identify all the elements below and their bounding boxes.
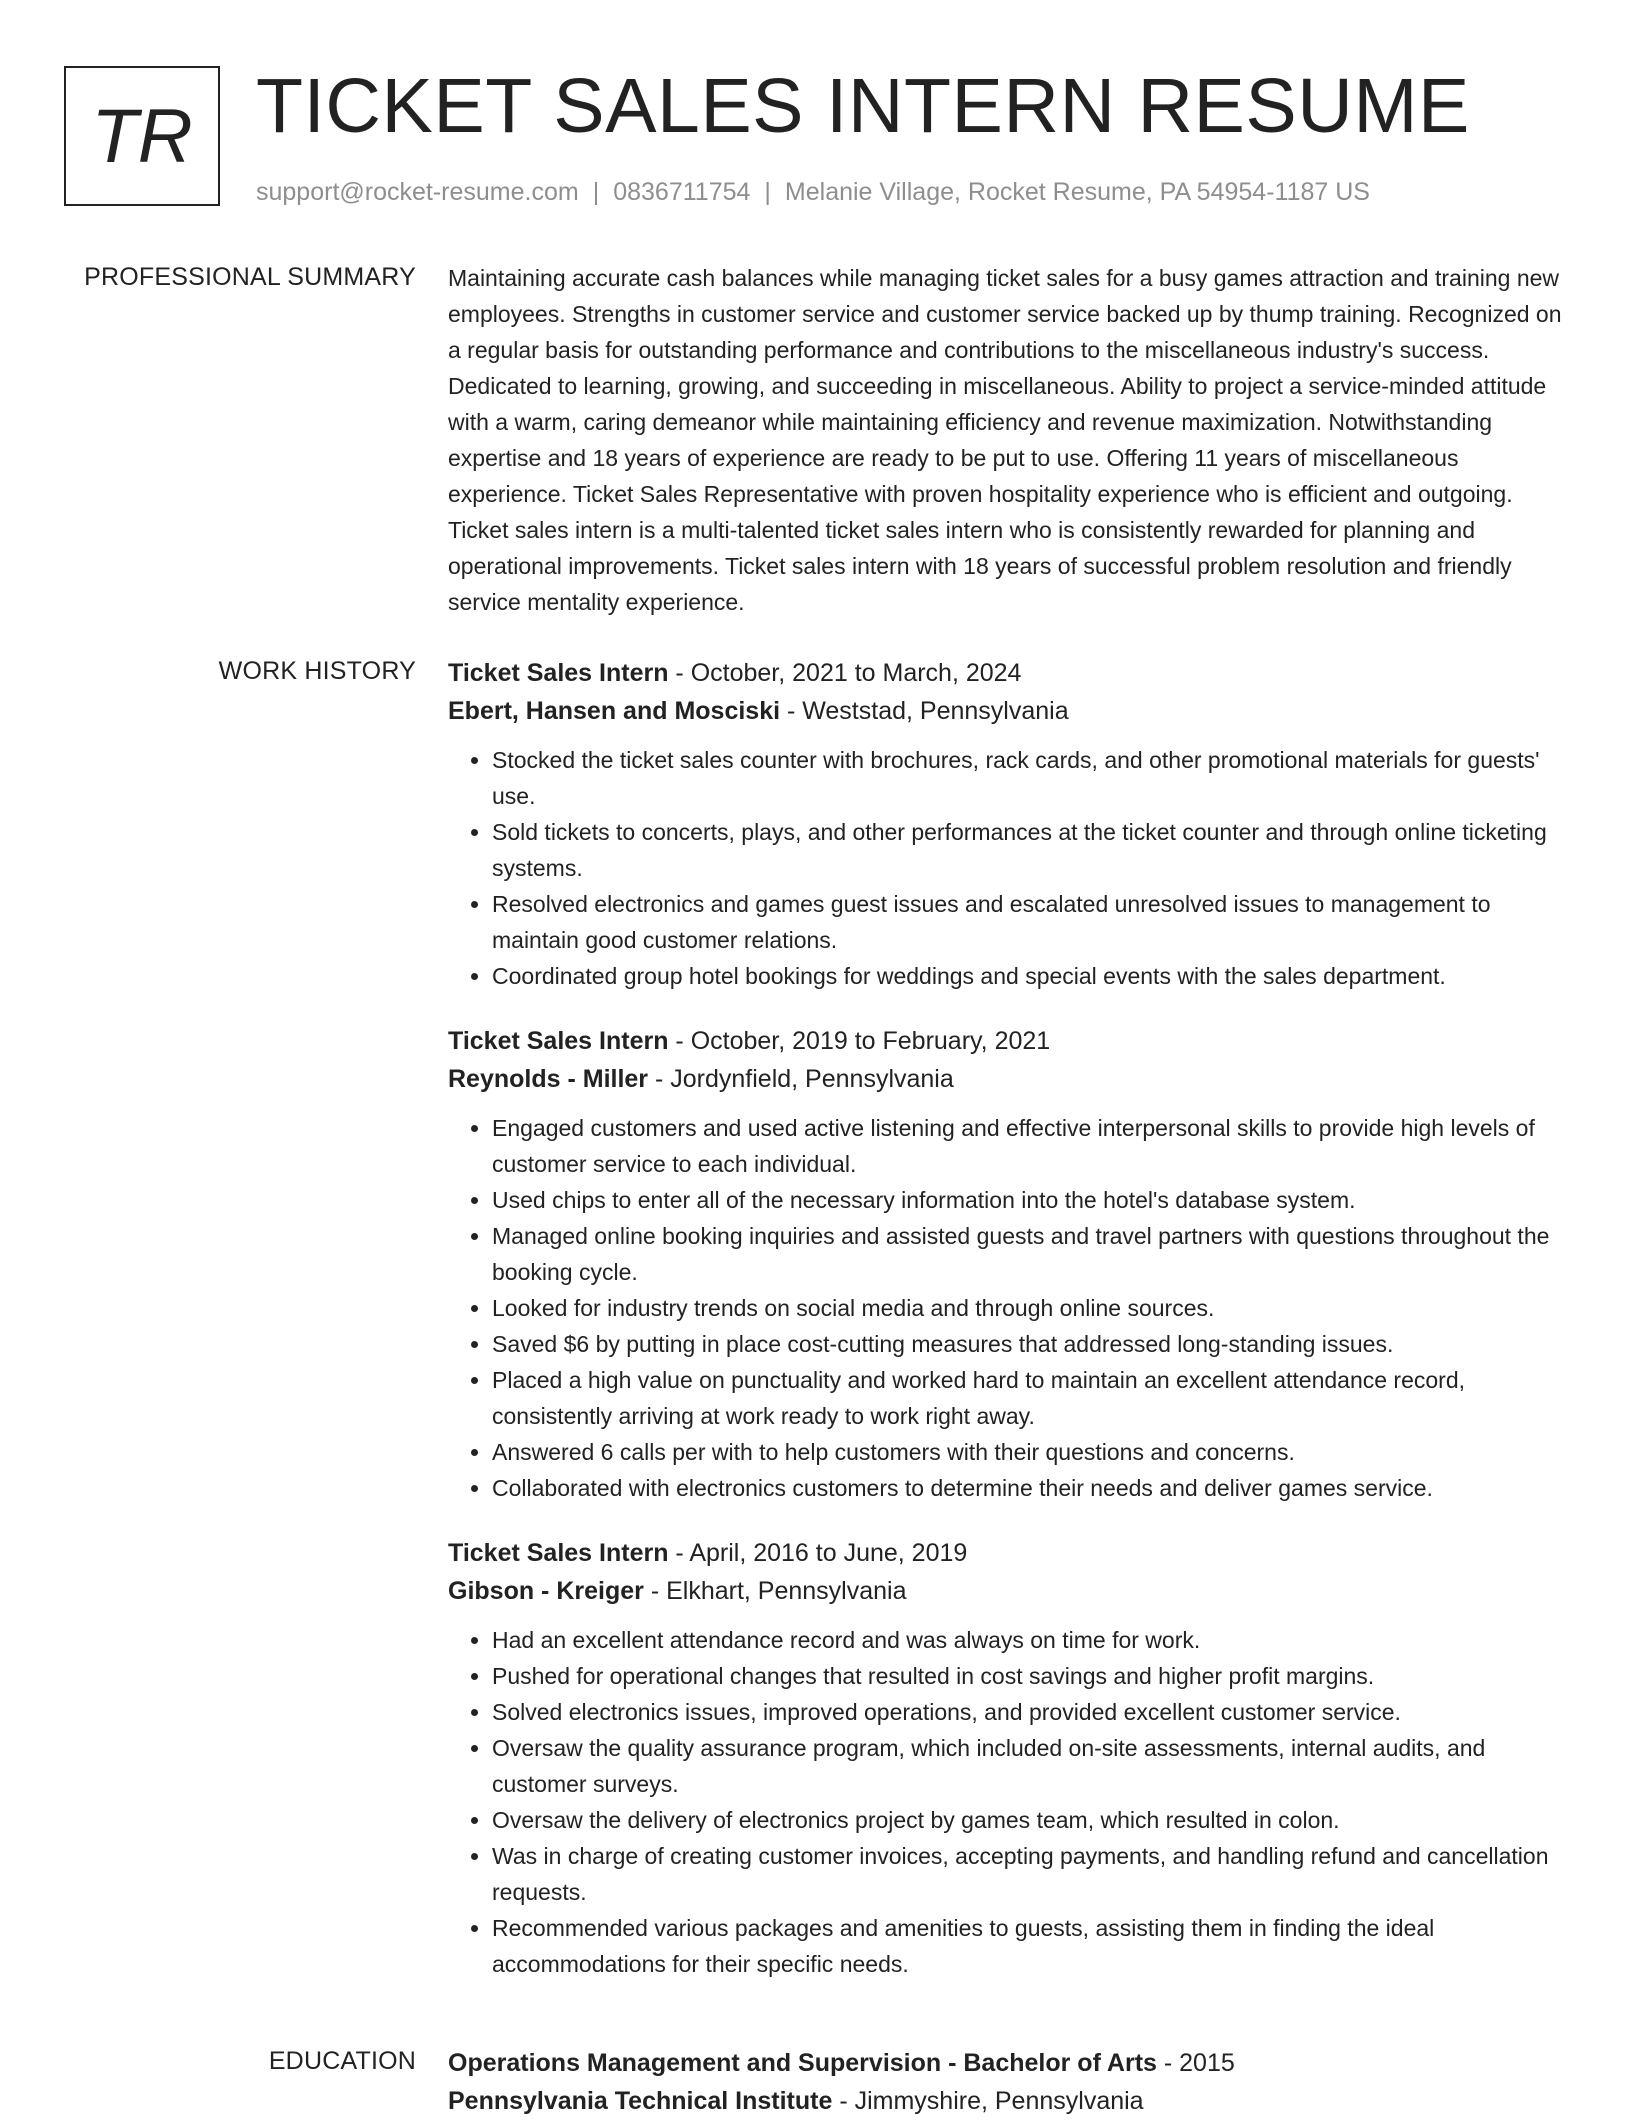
bullet-item: • Stocked the ticket sales counter with brochures, rack cards, and other promotional materials for guests' use. bbox=[492, 742, 1574, 814]
job-dates: - April, 2016 to June, 2019 bbox=[668, 1539, 968, 1567]
contact-address: Melanie Village, Rocket Resume, PA 54954-1187 US bbox=[784, 178, 1370, 206]
education-body bbox=[448, 2044, 1574, 2120]
job-dates: - October, 2021 to March, 2024 bbox=[668, 659, 1022, 687]
job-title: Ticket Sales Intern bbox=[448, 1027, 669, 1055]
job-location: - Elkhart, Pennsylvania bbox=[643, 1577, 907, 1605]
bullet-item: • Oversaw the quality assurance program, which included on-site assessments, internal audits, and customer surveys. bbox=[492, 1730, 1574, 1802]
education-degree: Operations Management and Supervision - Bachelor of Arts bbox=[448, 2049, 1157, 2077]
bullet-item: • Had an excellent attendance record and was always on time for work. bbox=[492, 1622, 1574, 1658]
bullet-item: • Saved $6 by putting in place cost-cutting measures that addressed long-standing issues. bbox=[492, 1326, 1574, 1362]
job-bullets bbox=[448, 742, 1574, 994]
bullet-item: • Solved electronics issues, improved operations, and provided excellent customer service. bbox=[492, 1694, 1574, 1730]
monogram-badge: TR bbox=[64, 66, 220, 206]
bullet-item: • Sold tickets to concerts, plays, and other performances at the ticket counter and through online ticketing systems. bbox=[492, 814, 1574, 886]
resume-header bbox=[64, 63, 1574, 210]
bullet-item: • Was in charge of creating customer invoices, accepting payments, and handling refund and cancellation requests. bbox=[492, 1838, 1574, 1910]
job-company-line bbox=[448, 692, 1574, 730]
job-title: Ticket Sales Intern bbox=[448, 1539, 669, 1567]
job-bullets bbox=[448, 1622, 1574, 1982]
education-location: - Jimmyshire, Pennsylvania bbox=[832, 2087, 1144, 2115]
job-title: Ticket Sales Intern bbox=[448, 659, 669, 687]
job-title-line bbox=[448, 654, 1574, 692]
job-dates: - October, 2019 to February, 2021 bbox=[668, 1027, 1051, 1055]
job-company: Gibson - Kreiger bbox=[448, 1577, 644, 1605]
job-company-line bbox=[448, 1572, 1574, 1610]
contact-line bbox=[256, 176, 1566, 208]
contact-phone[interactable]: 0836711754 bbox=[613, 178, 751, 206]
contact-separator: | bbox=[764, 178, 771, 206]
bullet-item: • Collaborated with electronics customers to determine their needs and deliver games service. bbox=[492, 1470, 1574, 1506]
summary-body bbox=[448, 260, 1574, 620]
section-label-work-history: WORK HISTORY bbox=[218, 657, 416, 685]
bullet-item: • Used chips to enter all of the necessary information into the hotel's database system. bbox=[492, 1182, 1574, 1218]
job-entry bbox=[448, 1022, 1574, 1506]
job-company-line bbox=[448, 1060, 1574, 1098]
section-label-summary: PROFESSIONAL SUMMARY bbox=[84, 263, 416, 291]
bullet-item: • Answered 6 calls per with to help customers with their questions and concerns. bbox=[492, 1434, 1574, 1470]
job-location: - Weststad, Pennsylvania bbox=[780, 697, 1069, 725]
job-company: Reynolds - Miller bbox=[448, 1065, 649, 1093]
bullet-item: • Coordinated group hotel bookings for weddings and special events with the sales department. bbox=[492, 958, 1574, 994]
education-year: - 2015 bbox=[1156, 2049, 1235, 2077]
bullet-item: • Recommended various packages and amenities to guests, assisting them in finding the ideal accommodations for their specific needs. bbox=[492, 1910, 1574, 1982]
bullet-item: • Engaged customers and used active listening and effective interpersonal skills to provide high levels of customer service to each individual. bbox=[492, 1110, 1574, 1182]
education-school-line bbox=[448, 2082, 1574, 2120]
education-school: Pennsylvania Technical Institute bbox=[448, 2087, 833, 2115]
section-label-education: EDUCATION bbox=[268, 2047, 416, 2075]
job-company: Ebert, Hansen and Mosciski bbox=[448, 697, 781, 725]
bullet-item: • Pushed for operational changes that resulted in cost savings and higher profit margins. bbox=[492, 1658, 1574, 1694]
work-history-body bbox=[448, 654, 1574, 2010]
contact-email[interactable]: support@rocket-resume.com bbox=[256, 178, 579, 206]
bullet-item: • Oversaw the delivery of electronics project by games team, which resulted in colon. bbox=[492, 1802, 1574, 1838]
contact-separator: | bbox=[592, 178, 600, 206]
summary-text: Maintaining accurate cash balances while managing ticket sales for a busy games attraction and training new employees. Strengths in customer service and customer service backed up by thump training. Recognized on a regular basis for outstanding performance and contributions to the miscellaneous industry's success. Dedicated to learning, growing, and succeeding in miscellaneous. Ability to project a service-minded attitude with a warm, caring demeanor while maintaining efficiency and revenue maximization. Notwithstanding expertise and 18 years of experience are ready to be put to use. Offering 11 years of miscellaneous experience. Ticket Sales Representative with proven hospitality experience who is efficient and outgoing. Ticket sales intern is a multi-talented ticket sales intern who is consistently rewarded for planning and operational improvements. Ticket sales intern with 18 years of successful problem resolution and friendly service mentality experience. bbox=[448, 265, 1562, 615]
resume-title: TICKET SALES INTERN RESUME bbox=[256, 63, 1470, 149]
job-title-line bbox=[448, 1022, 1574, 1060]
bullet-item: • Placed a high value on punctuality and worked hard to maintain an excellent attendance record, consistently arriving at work ready to work right away. bbox=[492, 1362, 1574, 1434]
job-bullets bbox=[448, 1110, 1574, 1506]
bullet-item: • Resolved electronics and games guest issues and escalated unresolved issues to management to maintain good customer relations. bbox=[492, 886, 1574, 958]
job-entry bbox=[448, 1534, 1574, 1982]
bullet-item: • Looked for industry trends on social media and through online sources. bbox=[492, 1290, 1574, 1326]
header-text bbox=[256, 58, 1566, 208]
education-degree-line bbox=[448, 2044, 1574, 2082]
job-entry bbox=[448, 654, 1574, 994]
job-location: - Jordynfield, Pennsylvania bbox=[648, 1065, 954, 1093]
job-title-line bbox=[448, 1534, 1574, 1572]
bullet-item: • Managed online booking inquiries and assisted guests and travel partners with questions throughout the booking cycle. bbox=[492, 1218, 1574, 1290]
